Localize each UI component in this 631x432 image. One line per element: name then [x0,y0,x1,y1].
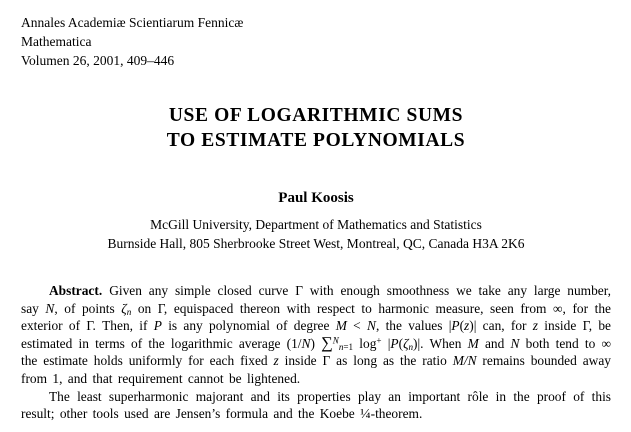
journal-volume: Volumen 26, 2001, 409–446 [21,53,175,68]
affiliation-line-2: Burnside Hall, 805 Sherbrooke Street West, Montreal, QC, Canada H3A 2K6 [107,236,525,251]
abstract-label: Abstract. [49,283,103,298]
journal-header [21,13,611,70]
paper-title [21,103,611,153]
affiliation-line-1: McGill University, Department of Mathematics and Statistics [150,217,482,232]
title-line-1: USE OF LOGARITHMIC SUMS [168,105,464,126]
author-name: Paul Koosis [278,190,354,206]
abstract-paragraph-1 [21,282,611,388]
abstract-paragraph-2: The least superharmonic majorant and its properties play an important rôle in the proof of this result; other tools used are Jensen’s formula and the Koebe ¼-theorem. [21,388,611,423]
abstract-paragraph-1-text: Given any simple closed curve Γ with enough smoothness we take any large number, say N, of points $\zeta_n$ on Γ, equispaced thereon with respect to harmonic measure, seen from ∞, for the exterior of Γ. Then, if P is any polynomial of degree M < N, the values |P(z)| can, for z inside Γ, be estimated in terms of the logarithmic average (1/N) ∑$^N_{n=1}$ $\log^+ |P(\zeta_n)|$. When M and N both tend to ∞ the estimate holds uniformly for each fixed z inside Γ as long as the ratio M/N remains bounded away from 1, and that requirement cannot be lightened. [21,283,611,386]
affiliation [21,215,611,253]
title-line-2: TO ESTIMATE POLYNOMIALS [166,130,466,151]
journal-series: Mathematica [21,34,92,49]
abstract-section [21,282,611,424]
journal-name: Annales Academiæ Scientiarum Fennicæ [21,15,244,30]
